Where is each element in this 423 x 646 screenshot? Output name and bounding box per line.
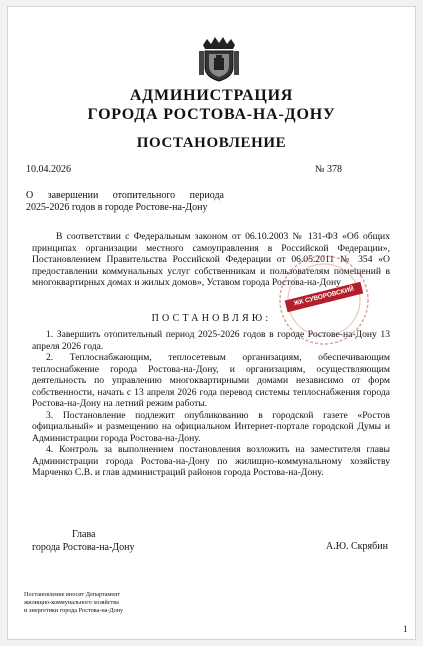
resolve-heading: ПОСТАНОВЛЯЮ:	[151, 313, 272, 324]
subject-word: завершении	[47, 190, 99, 201]
document-date: 10.04.2026	[26, 164, 71, 175]
document-number: № 378	[315, 164, 343, 175]
watermark-label: ЖК СУВОРОВСКИЙ	[285, 282, 364, 313]
subject-line-2: 2025-2026 годов в городе Ростове-на-Дону	[26, 202, 208, 213]
page-number: 1	[403, 624, 408, 634]
footnote-line: Постановление вносит Департамент	[24, 591, 121, 598]
signatory-title-line-2: города Ростова-на-Дону	[32, 542, 135, 553]
subject-line-1	[26, 190, 224, 202]
signatory-title	[32, 528, 134, 554]
footnote	[24, 591, 123, 615]
coat-of-arms-icon	[197, 35, 241, 83]
resolution-item-1: 1. Завершить отопительный период 2025-2026 годов в городе Ростове-на-Дону 13 апреля 2026 года.	[32, 329, 390, 352]
subject-word: О	[26, 190, 34, 201]
subject-word: периода	[189, 190, 224, 201]
footnote-line: жилищно-коммунального хозяйства	[24, 599, 119, 606]
resolution-item-3: 3. Постановление подлежит опубликованию в городской газете «Ростов официальный» и размещению на официальном Интернет-портале городской Думы и Администрации города Ростова-на-Дону.	[32, 409, 390, 444]
organization-city: ГОРОДА РОСТОВА-НА-ДОНУ	[87, 106, 336, 123]
footnote-line: и энергетики города Ростова-на-Дону	[24, 607, 124, 614]
document-type-title: ПОСТАНОВЛЕНИЕ	[136, 135, 287, 151]
signatory-title-line-1: Глава	[72, 529, 96, 540]
preamble-paragraph: В соответствии с Федеральным законом от 06.10.2003 № 131-ФЗ «Об общих принципах организации местного самоуправления в Российской Федерации», Постановлением Правительства Российской Федерации от 06.05.2011 № 354 «О предоставлении коммунальных услуг собственникам и пользователям помещений в многоквартирных домах и жилых домов», Уставом города Ростова-на-Дону	[32, 231, 390, 288]
document-subject	[26, 190, 224, 214]
resolution-item-4: 4. Контроль за выполнением постановления возложить на заместителя главы Администрации города Ростова-на-Дону по жилищно-коммунальному хозяйству Марченко С.В. и глав администраций районов города Ростова-на-Дону.	[32, 444, 390, 478]
subject-word: отопительного	[112, 190, 176, 201]
resolution-items	[32, 329, 390, 479]
organization-name: АДМИНИСТРАЦИЯ	[129, 87, 294, 104]
signatory-name: А.Ю. Скрябин	[326, 541, 388, 552]
resolution-item-2: 2. Теплоснабжающим, теплосетевым организациям, обеспечивающим теплоснабжение города Ростова-на-Дону, и организациям, осуществляющим деятельность по управлению многоквартирными домами независимо от форм собственности, начать с 13 апреля 2026 года перевод системы теплоснабжения города Ростова-на-Дону на летний режим работы.	[32, 352, 390, 409]
